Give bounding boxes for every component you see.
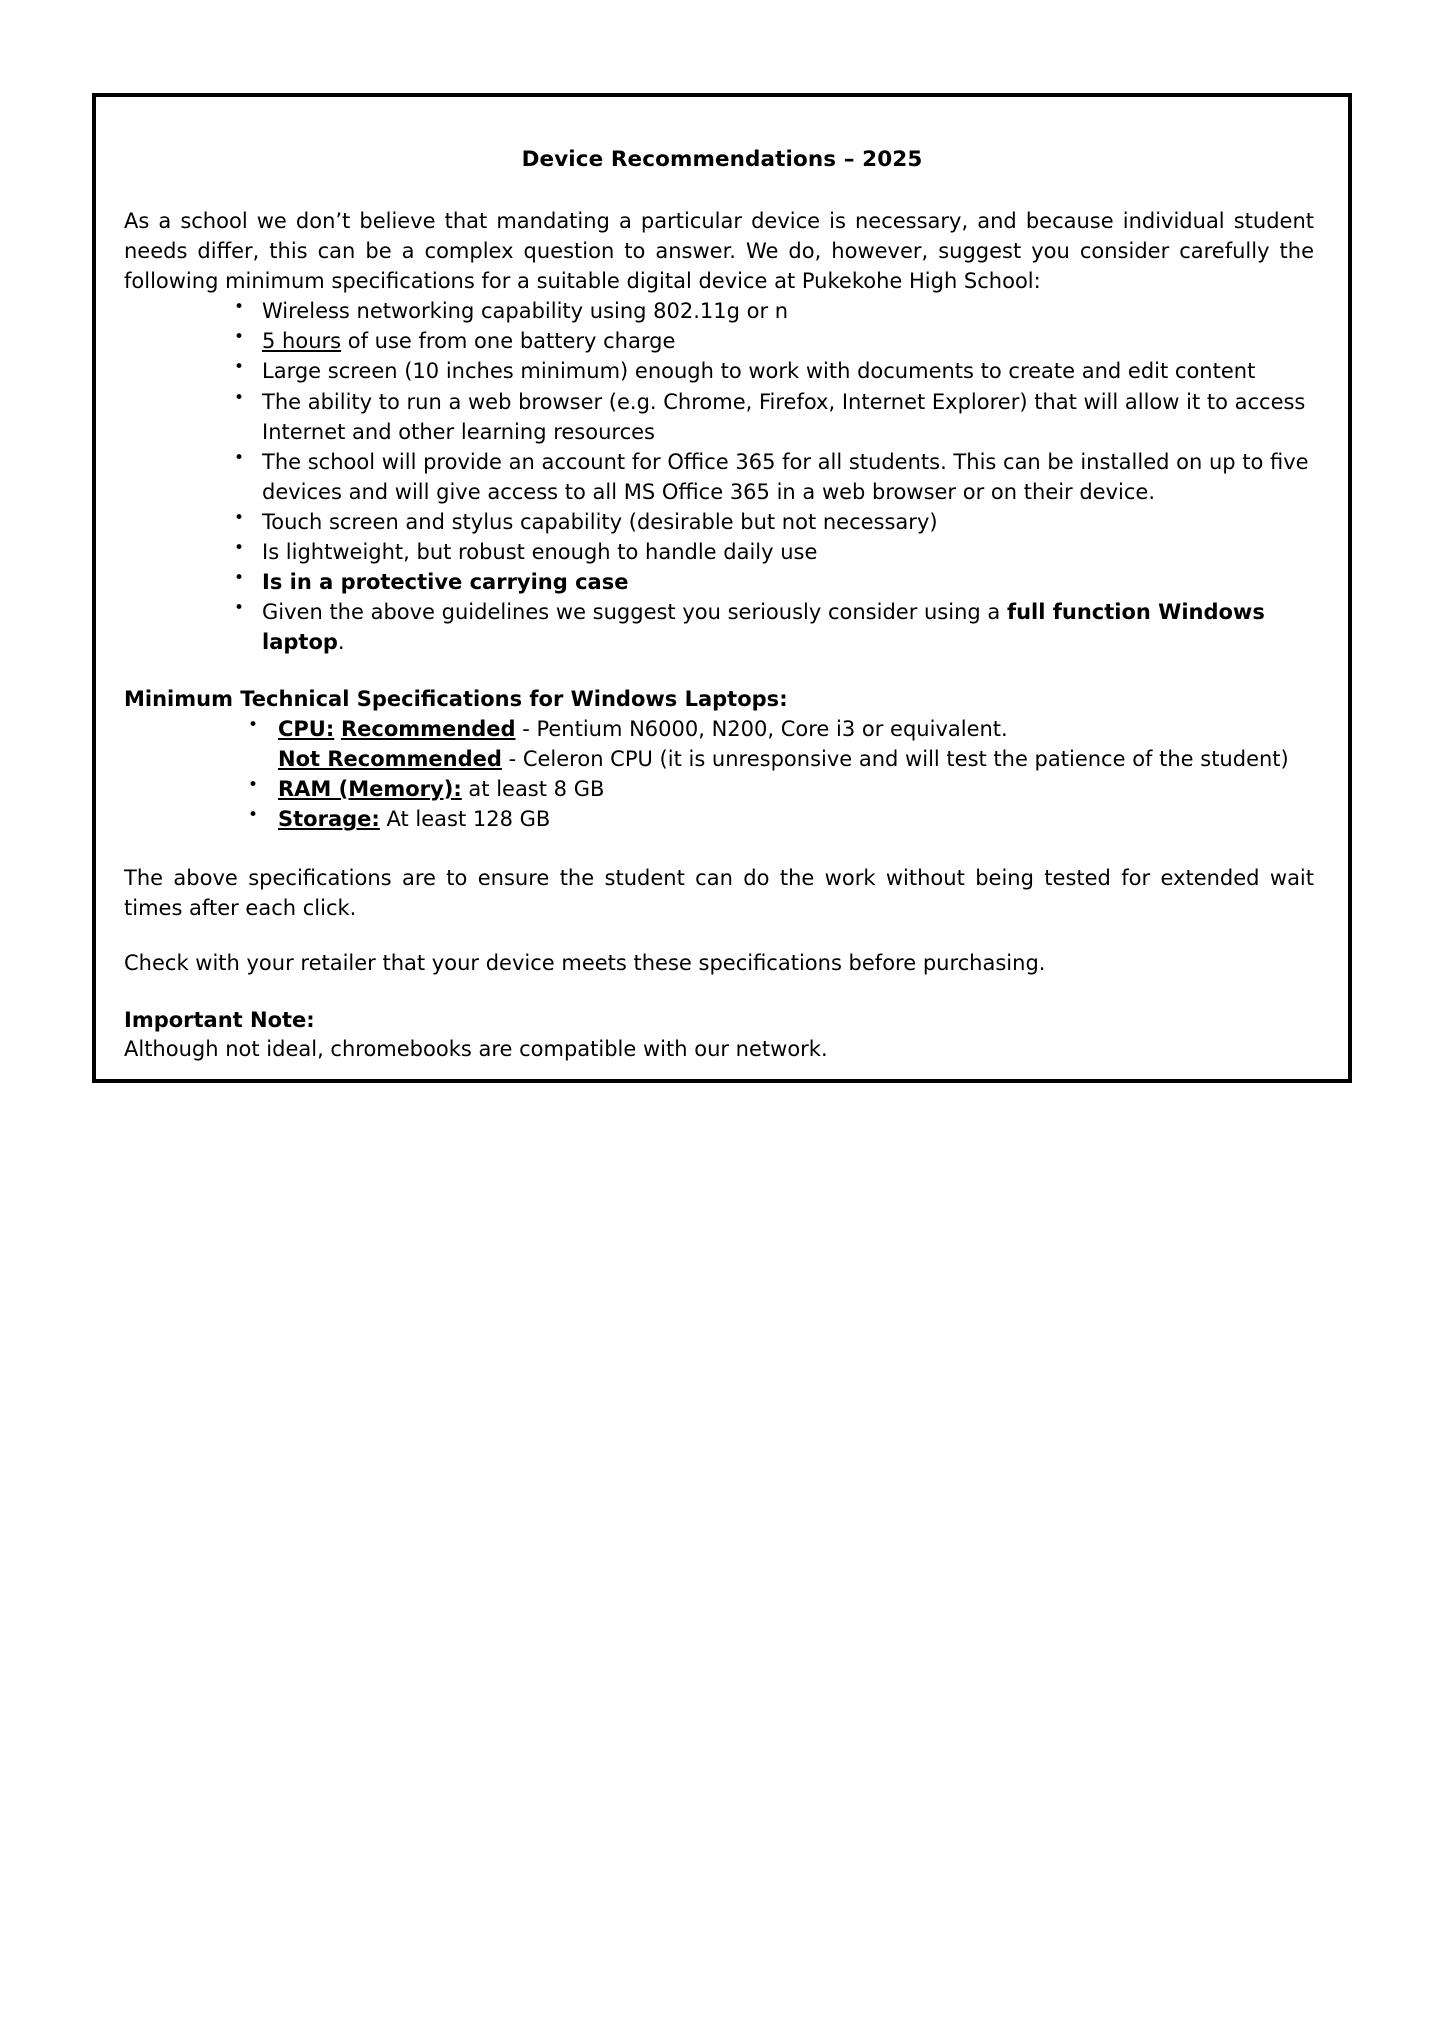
list-item: [248, 804, 1320, 834]
list-item: [232, 356, 1320, 386]
list-item: [232, 326, 1320, 356]
spacer: [124, 979, 1320, 1005]
storage-value: At least 128 GB: [379, 806, 551, 831]
specifications-heading-bold: Minimum Technical Specifications for Windows Laptops: [124, 686, 780, 711]
document-border-box: [92, 93, 1352, 1083]
bullet-text-guidelines-prefix: Given the above guidelines we suggest you seriously consider using a: [262, 599, 1007, 624]
intro-paragraph: As a school we don’t believe that mandating a particular device is necessary, and because individual student needs differ, this can be a complex question to answer. We do, however, suggest you consider carefully the following minimum specifications for a suitable digital device at Pukekohe High School:: [124, 209, 1314, 293]
bullet-text-guidelines-suffix: .: [337, 629, 345, 654]
cpu-label: CPU:: [278, 716, 335, 741]
bullet-text-lightweight: Is lightweight, but robust enough to handle daily use: [262, 539, 818, 564]
ram-value: at least 8 GB: [461, 776, 605, 801]
bullet-text-carrying-case: Is in a protective carrying case: [262, 569, 629, 594]
closing-paragraph-2: Check with your retailer that your device meets these specifications before purchasing.: [124, 951, 1046, 976]
list-item: [248, 774, 1320, 804]
ram-label: RAM (Memory):: [278, 776, 462, 801]
important-note-heading: Important Note:: [124, 1008, 315, 1033]
spacer: [124, 834, 1320, 864]
bullet-text-battery: of use from one battery charge: [341, 329, 676, 354]
bullet-emphasis-battery: 5 hours: [262, 329, 342, 354]
bullet-text-large-screen: Large screen (10 inches minimum) enough to work with documents to create and edit content: [262, 359, 1256, 384]
cpu-recommended-label: Recommended: [340, 716, 516, 741]
requirements-list: [124, 296, 1320, 656]
list-item: [232, 597, 1320, 657]
bullet-text-office365: The school will provide an account for Office 365 for all students. This can be installed on up to five devices and will give access to all MS Office 365 in a web browser or on their device.: [262, 449, 1309, 504]
closing-paragraph-1: The above specifications are to ensure the student can do the work without being tested for extended wait times after each click.: [124, 865, 1314, 920]
bullet-text-web-browser: The ability to run a web browser (e.g. Chrome, Firefox, Internet Explorer) that will allow it to access Internet and other learning resources: [262, 389, 1306, 444]
spacer: [124, 923, 1320, 949]
cpu-not-recommended-value: - Celeron CPU (it is unresponsive and will test the patience of the student): [501, 746, 1289, 771]
list-item: [232, 567, 1320, 597]
cpu-not-recommended-label: Not Recommended: [278, 746, 502, 771]
list-item: [232, 507, 1320, 537]
bullet-text-touch-screen: Touch screen and stylus capability (desirable but not necessary): [262, 509, 938, 534]
specifications-heading-suffix: :: [779, 686, 788, 711]
storage-label: Storage:: [278, 806, 380, 831]
list-item: [232, 447, 1320, 507]
bullet-emphasis-windows-laptop: full function Windows laptop: [262, 599, 1265, 654]
important-note-body: Although not ideal, chromebooks are compatible with our network.: [124, 1037, 828, 1062]
list-item: [232, 387, 1320, 447]
specifications-list: [124, 714, 1320, 834]
specifications-heading: [124, 684, 1320, 714]
list-item: [232, 537, 1320, 567]
list-item: [248, 714, 1320, 774]
cpu-not-recommended-row: [278, 744, 1316, 774]
bullet-text-wireless: Wireless networking capability using 802.11g or n: [262, 299, 789, 324]
document-content: [96, 97, 1348, 1085]
list-item: [232, 296, 1320, 326]
page-title: Device Recommendations – 2025: [521, 147, 923, 172]
cpu-recommended-value: - Pentium N6000, N200, Core i3 or equivalent.: [515, 716, 1008, 741]
